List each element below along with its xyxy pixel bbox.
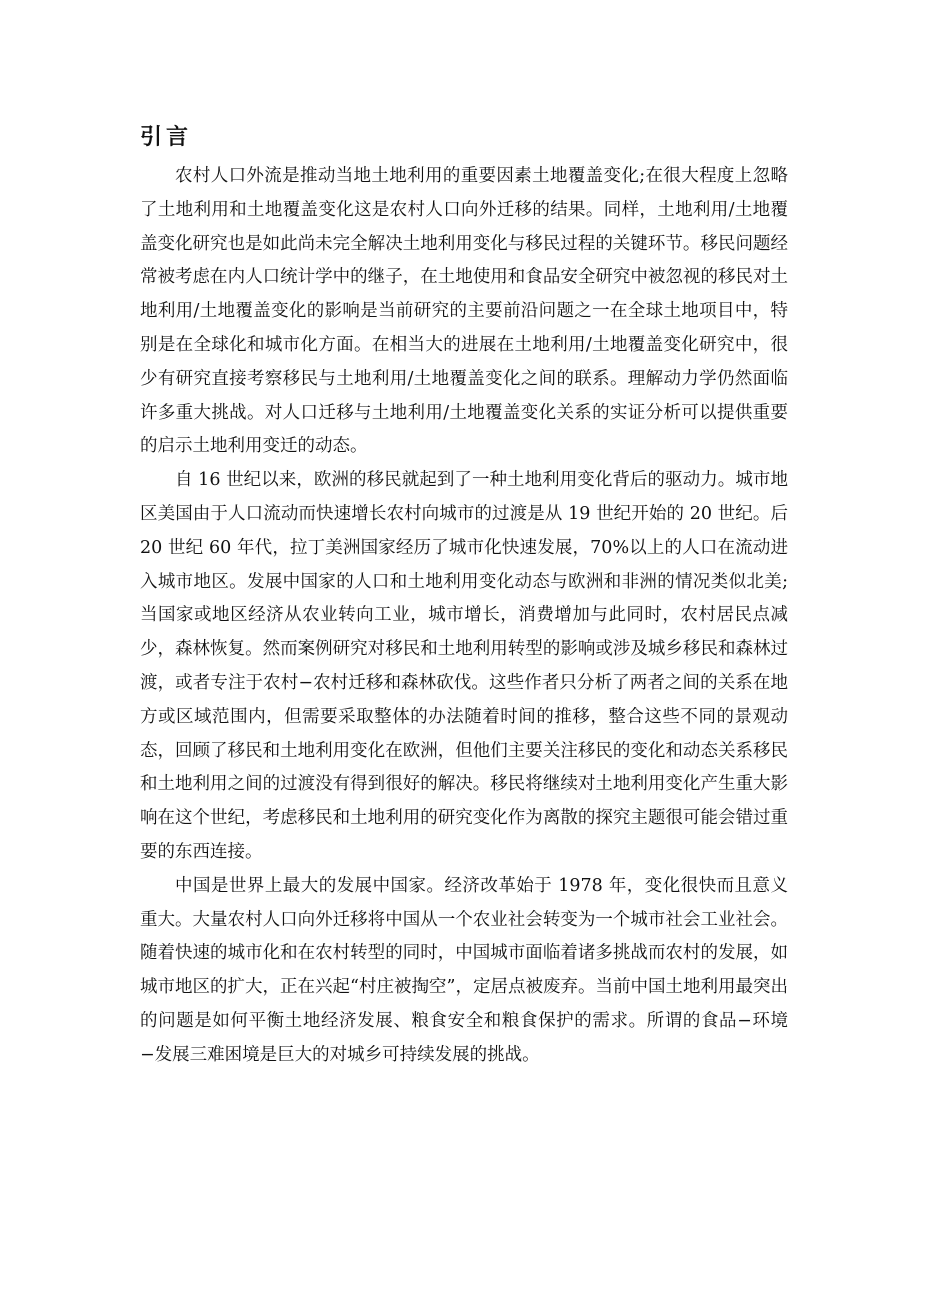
- paragraph-1: 农村人口外流是推动当地土地利用的重要因素土地覆盖变化;在很大程度上忽略了土地利用和土地覆盖变化这是农村人口向外迁移的结果。同样，土地利用/土地覆盖变化研究也是如此尚未完全解决土地利用变化与移民过程的关键环节。移民问题经常被考虑在内人口统计学中的继子，在土地使用和食品安全研究中被忽视的移民对土地利用/土地覆盖变化的影响是当前研究的主要前沿问题之一在全球土地项目中，特别是在全球化和城市化方面。在相当大的进展在土地利用/土地覆盖变化研究中，很少有研究直接考察移民与土地利用/土地覆盖变化之间的联系。理解动力学仍然面临许多重大挑战。对人口迁移与土地利用/土地覆盖变化关系的实证分析可以提供重要的启示土地利用变迁的动态。: [140, 166, 788, 457]
- paragraph-2: 自 16 世纪以来，欧洲的移民就起到了一种土地利用变化背后的驱动力。城市地区美国由于人口流动而快速增长农村向城市的过渡是从 19 世纪开始的 20 世纪。后 20 世纪 60 年代，拉丁美洲国家经历了城市化快速发展，70%以上的人口在流动进入城市地区。发展中国家的人口和土地利用变化动态与欧洲和非洲的情况类似北美;当国家或地区经济从农业转向工业，城市增长，消费增加与此同时，农村居民点减少，森林恢复。然而案例研究对移民和土地利用转型的影响或涉及城乡移民和森林过渡，或者专注于农村−农村迁移和森林砍伐。这些作者只分析了两者之间的关系在地方或区域范围内，但需要采取整体的办法随着时间的推移，整合这些不同的景观动态，回顾了移民和土地利用变化在欧洲，但他们主要关注移民的变化和动态关系移民和土地利用之间的过渡没有得到很好的解决。移民将继续对土地利用变化产生重大影响在这个世纪，考虑移民和土地利用的研究变化作为离散的探究主题很可能会错过重要的东西连接。: [140, 470, 788, 862]
- paragraph-3: 中国是世界上最大的发展中国家。经济改革始于 1978 年，变化很快而且意义重大。大量农村人口向外迁移将中国从一个农业社会转变为一个城市社会工业社会。随着快速的城市化和在农村转型的同时，中国城市面临着诸多挑战而农村的发展，如城市地区的扩大，正在兴起“村庄被掏空”，定居点被废弃。当前中国土地利用最突出的问题是如何平衡土地经济发展、粮食安全和粮食保护的需求。所谓的食品−环境−发展三难困境是巨大的对城乡可持续发展的挑战。: [140, 875, 788, 1065]
- body-text: [140, 160, 788, 1073]
- section-heading: 引言: [140, 124, 193, 150]
